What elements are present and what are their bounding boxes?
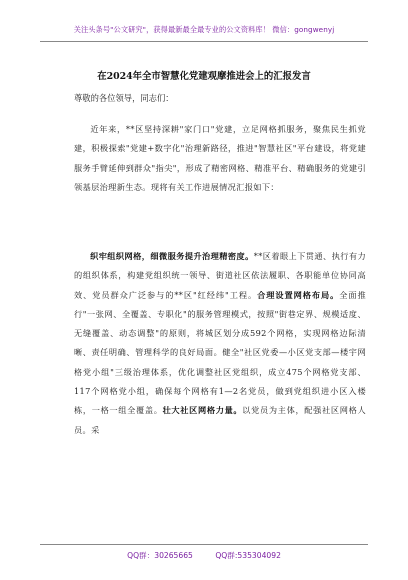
paragraph-section-1 [74, 247, 366, 440]
section-text: 以党员为主体，配强社区网格人员。采 [74, 405, 366, 435]
footer [0, 550, 408, 561]
subheading-grid-layout: 合理设置网格布局。 [257, 289, 340, 300]
header-banner: 关注头条号"公文研究"，获得最新最全最专业的公文资料库！ 微信：gongwenyj [73, 25, 335, 34]
section-heading: 织牢组织网格，细微服务提升治理精密度。 [90, 251, 254, 261]
header-divider [40, 41, 368, 42]
footer-qq-group-2: QQ群:535304092 [215, 551, 281, 560]
footer-divider [40, 544, 368, 545]
paragraph-intro [74, 120, 366, 197]
subheading-grid-strength: 壮大社区网格力量。 [162, 405, 243, 416]
section-text: 全面推行"一张网、全覆盖、专职化"的服务管理模式，按照"街巷定界、规模适度、无缝覆盖、动态调整"的原则，将城区划分成592个网格，实现网格边际清晰、责任明确、管理科学的良好局面。健全"社区党委—小区党支部—楼宇网格党小组"三级治理体系，优化调整社区党组织，成立475个网格党支部、117个网格党小组，确保每个网格有1—2名党员，做到党组织进小区入楼栋，一格一组全覆盖。 [74, 289, 366, 416]
salutation: 尊敬的各位领导，同志们： [74, 93, 174, 103]
paragraph-intro-text: 近年来，**区坚持深耕"家门口"党建，立足网格抓服务，聚焦民生抓党建，积极探索"党建+数字化"治理新路径，推进"智慧社区"平台建设，将党建服务手臂延伸到群众"指尖"，形成了精密网格、精准平台、精确服务的党建引领基层治理新生态。现将有关工作进展情况汇报如下： [74, 124, 366, 192]
section-text: **区着眼上下贯通、执行有力的组织体系，构建党组织统一领导、街道社区依法履职、各职能单位协同高效、党员群众广泛参与的**区"红经纬"工程。 [74, 251, 367, 300]
document-title: 在2024年全市智慧化党建观摩推进会上的汇报发言 [97, 71, 311, 82]
footer-qq-group-1: QQ群：30265665 [127, 551, 193, 560]
